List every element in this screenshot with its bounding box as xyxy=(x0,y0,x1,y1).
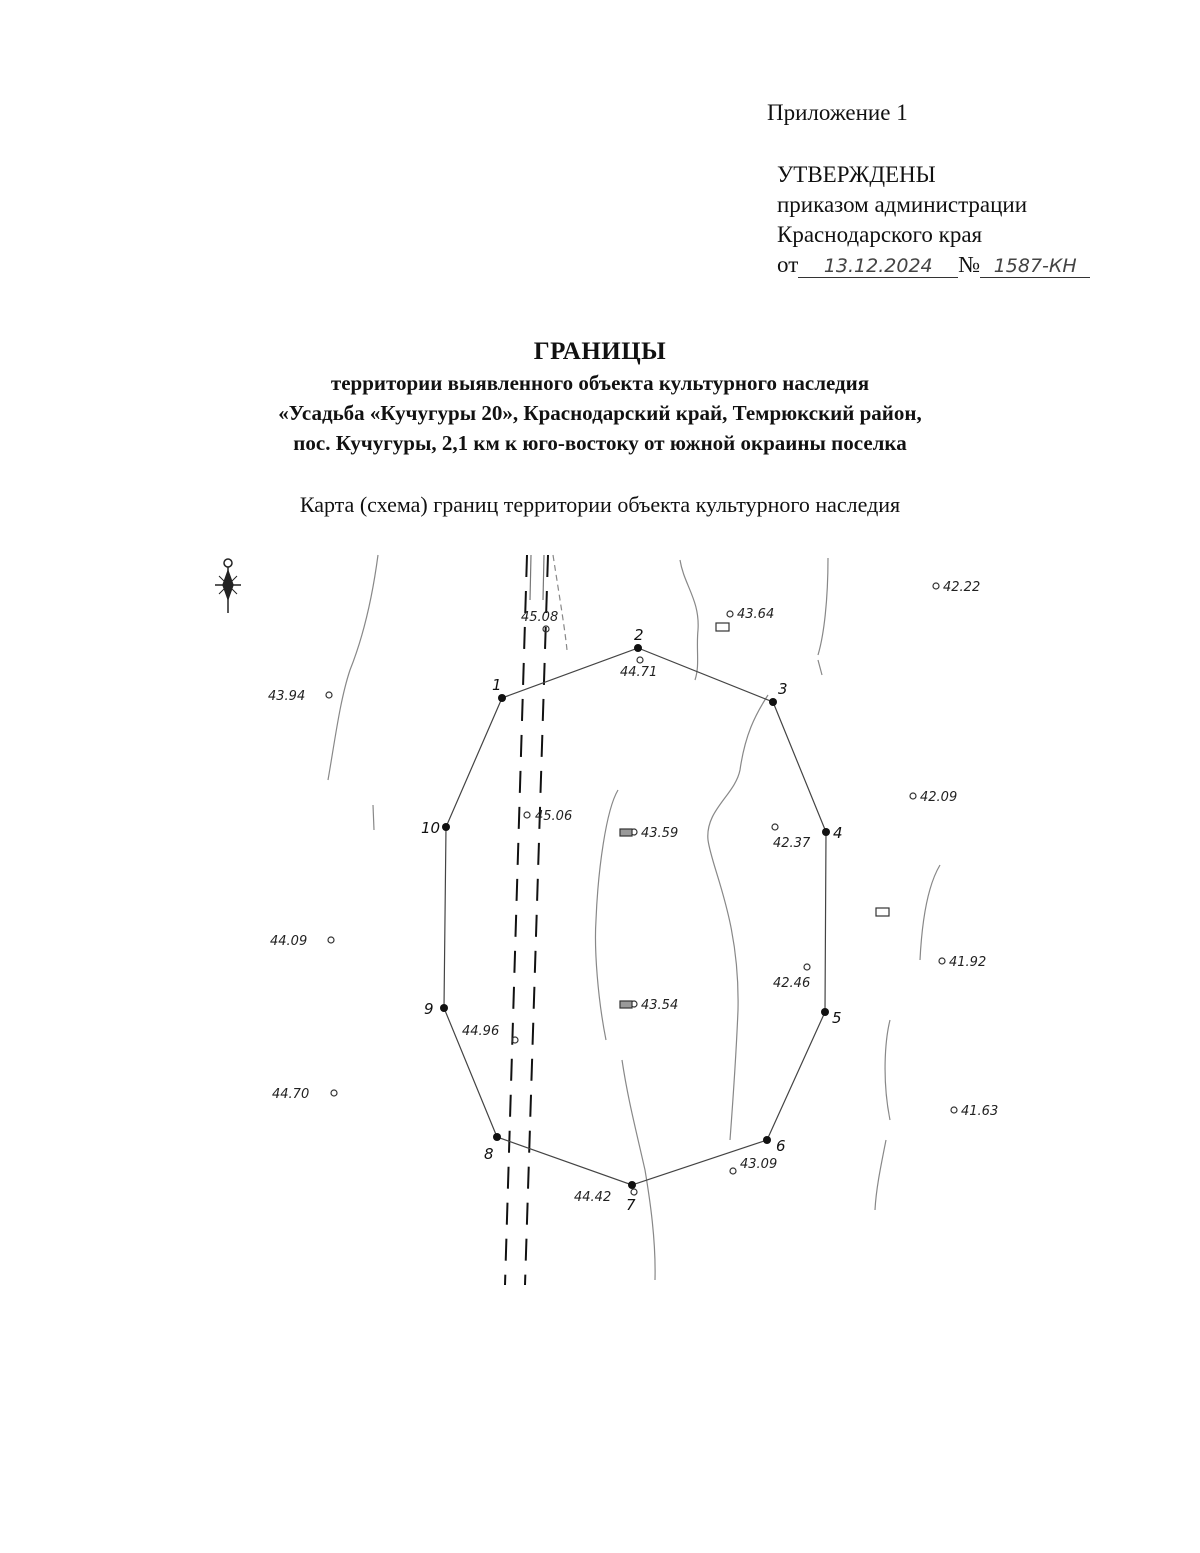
elevation-label: 44.09 xyxy=(270,934,308,949)
boundary-point-label-5: 5 xyxy=(832,1009,842,1027)
elevation-label: 43.54 xyxy=(641,998,679,1013)
boundary-point-label-2: 2 xyxy=(634,626,644,644)
boundary-point-label-6: 6 xyxy=(776,1137,786,1155)
elevation-label: 42.46 xyxy=(773,976,811,991)
boundary-map xyxy=(0,540,1200,1300)
elevation-label: 42.22 xyxy=(943,580,981,595)
boundary-point-8 xyxy=(493,1133,501,1141)
boundary-point-3 xyxy=(769,698,777,706)
date-prefix: от xyxy=(777,252,799,277)
boundary-point-label-9: 9 xyxy=(424,1000,434,1018)
approved-by-line1: приказом администрации xyxy=(777,192,1028,217)
building-symbols xyxy=(620,623,889,1008)
elevation-label: 44.42 xyxy=(574,1190,612,1205)
approved-by-line2: Краснодарского края xyxy=(777,222,983,247)
appendix-label: Приложение 1 xyxy=(767,100,908,125)
boundary-point-1 xyxy=(498,694,506,702)
elevation-label: 42.09 xyxy=(920,790,958,805)
compass-rose-icon xyxy=(215,559,241,613)
title-line1: территории выявленного объекта культурного наследия xyxy=(330,371,870,395)
boundary-point-markers xyxy=(440,644,830,1189)
map-caption: Карта (схема) границ территории объекта культурного наследия xyxy=(299,492,901,517)
handwritten-date: 13.12.2024 xyxy=(798,255,958,278)
boundary-point-9 xyxy=(440,1004,448,1012)
road-dashed-lines xyxy=(505,555,548,1285)
title-line2: «Усадьба «Кучугуры 20», Краснодарский край, Темрюкский район, xyxy=(278,401,922,425)
elevation-label: 43.09 xyxy=(740,1157,778,1172)
boundary-point-5 xyxy=(821,1008,829,1016)
document-title xyxy=(0,336,1200,458)
elevation-label: 43.94 xyxy=(268,689,306,704)
boundary-point-4 xyxy=(822,828,830,836)
number-prefix: № xyxy=(958,252,981,277)
boundary-point-2 xyxy=(634,644,642,652)
boundary-point-label-8: 8 xyxy=(484,1145,494,1163)
elevation-label: 44.96 xyxy=(462,1024,500,1039)
approved-title: УТВЕРЖДЕНЫ xyxy=(777,162,936,187)
boundary-point-label-3: 3 xyxy=(778,680,788,698)
boundary-point-label-10: 10 xyxy=(421,819,441,837)
road-solid-lines xyxy=(530,555,544,600)
boundary-polygon xyxy=(444,648,826,1185)
boundary-point-10 xyxy=(442,823,450,831)
elevation-label: 45.06 xyxy=(535,809,573,824)
approval-date-number xyxy=(777,250,1090,280)
handwritten-number: 1587-КН xyxy=(980,255,1090,278)
approval-block xyxy=(777,160,1090,280)
boundary-point-6 xyxy=(763,1136,771,1144)
terrain-lines xyxy=(328,555,940,1280)
elevation-label: 44.70 xyxy=(272,1087,310,1102)
elevation-label: 43.59 xyxy=(641,826,679,841)
elevation-label: 45.08 xyxy=(521,610,559,625)
boundary-point-label-1: 1 xyxy=(492,676,502,694)
elevation-label: 42.37 xyxy=(773,836,811,851)
title-main: ГРАНИЦЫ xyxy=(533,338,667,365)
boundary-point-label-7: 7 xyxy=(626,1196,636,1214)
boundary-point-7 xyxy=(628,1181,636,1189)
elevation-label: 41.92 xyxy=(949,955,987,970)
elevation-label: 43.64 xyxy=(737,607,775,622)
boundary-point-label-4: 4 xyxy=(833,824,843,842)
title-line3: пос. Кучугуры, 2,1 км к юго-востоку от южной окраины поселка xyxy=(293,431,907,455)
elevation-label: 44.71 xyxy=(620,665,658,680)
elevation-label: 41.63 xyxy=(961,1104,999,1119)
